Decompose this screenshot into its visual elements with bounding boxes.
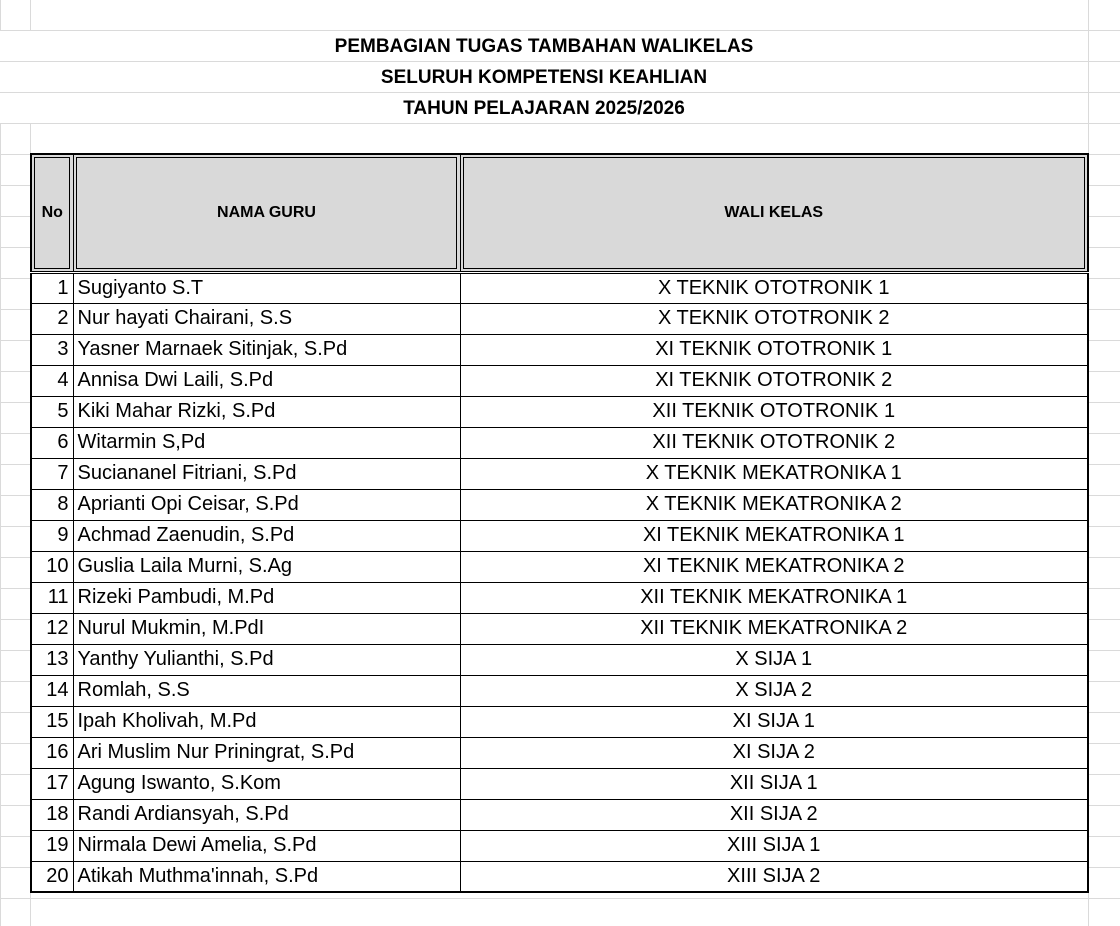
cell-no[interactable]: 3 — [31, 334, 73, 365]
table-row — [31, 830, 1088, 861]
cell-no[interactable]: 7 — [31, 458, 73, 489]
table-row — [31, 458, 1088, 489]
header-row — [31, 154, 1088, 272]
table-row — [31, 489, 1088, 520]
cell-nama-guru[interactable]: Sugiyanto S.T — [73, 272, 460, 303]
table-row — [31, 706, 1088, 737]
title-line-1[interactable]: PEMBAGIAN TUGAS TAMBAHAN WALIKELAS — [0, 31, 1088, 62]
cell-wali-kelas[interactable]: XI TEKNIK OTOTRONIK 1 — [460, 334, 1088, 365]
cell-no[interactable]: 8 — [31, 489, 73, 520]
cell-no[interactable]: 10 — [31, 551, 73, 582]
title-line-3[interactable]: TAHUN PELAJARAN 2025/2026 — [0, 93, 1088, 124]
table-row — [31, 737, 1088, 768]
cell-wali-kelas[interactable]: XII TEKNIK MEKATRONIKA 1 — [460, 582, 1088, 613]
cell-nama-guru[interactable]: Nurul Mukmin, M.PdI — [73, 613, 460, 644]
cell-no[interactable]: 13 — [31, 644, 73, 675]
cell-no[interactable]: 12 — [31, 613, 73, 644]
table-row — [31, 768, 1088, 799]
cell-nama-guru[interactable]: Randi Ardiansyah, S.Pd — [73, 799, 460, 830]
cell-wali-kelas[interactable]: XII TEKNIK OTOTRONIK 2 — [460, 427, 1088, 458]
cell-wali-kelas[interactable]: XII TEKNIK OTOTRONIK 1 — [460, 396, 1088, 427]
table-row — [31, 861, 1088, 892]
cell-wali-kelas[interactable]: XI TEKNIK MEKATRONIKA 1 — [460, 520, 1088, 551]
table-body — [31, 272, 1088, 892]
cell-nama-guru[interactable]: Suciananel Fitriani, S.Pd — [73, 458, 460, 489]
cell-wali-kelas[interactable]: XI TEKNIK OTOTRONIK 2 — [460, 365, 1088, 396]
table-row — [31, 675, 1088, 706]
cell-no[interactable]: 2 — [31, 303, 73, 334]
table-row — [31, 613, 1088, 644]
table-row — [31, 334, 1088, 365]
cell-nama-guru[interactable]: Romlah, S.S — [73, 675, 460, 706]
cell-no[interactable]: 9 — [31, 520, 73, 551]
cell-nama-guru[interactable]: Kiki Mahar Rizki, S.Pd — [73, 396, 460, 427]
cell-nama-guru[interactable]: Witarmin S,Pd — [73, 427, 460, 458]
cell-wali-kelas[interactable]: X TEKNIK OTOTRONIK 2 — [460, 303, 1088, 334]
cell-no[interactable]: 15 — [31, 706, 73, 737]
cell-no[interactable]: 17 — [31, 768, 73, 799]
cell-nama-guru[interactable]: Ipah Kholivah, M.Pd — [73, 706, 460, 737]
cell-wali-kelas[interactable]: XI SIJA 1 — [460, 706, 1088, 737]
table-row — [31, 303, 1088, 334]
cell-nama-guru[interactable]: Nirmala Dewi Amelia, S.Pd — [73, 830, 460, 861]
cell-no[interactable]: 11 — [31, 582, 73, 613]
cell-nama-guru[interactable]: Aprianti Opi Ceisar, S.Pd — [73, 489, 460, 520]
cell-wali-kelas[interactable]: X TEKNIK MEKATRONIKA 1 — [460, 458, 1088, 489]
cell-no[interactable]: 19 — [31, 830, 73, 861]
cell-wali-kelas[interactable]: XII SIJA 2 — [460, 799, 1088, 830]
cell-no[interactable]: 4 — [31, 365, 73, 396]
cell-no[interactable]: 14 — [31, 675, 73, 706]
table-row — [31, 396, 1088, 427]
header-nama-guru[interactable]: NAMA GURU — [73, 154, 460, 272]
cell-no[interactable]: 16 — [31, 737, 73, 768]
cell-nama-guru[interactable]: Agung Iswanto, S.Kom — [73, 768, 460, 799]
cell-no[interactable]: 5 — [31, 396, 73, 427]
table-row — [31, 365, 1088, 396]
cell-nama-guru[interactable]: Ari Muslim Nur Priningrat, S.Pd — [73, 737, 460, 768]
wali-kelas-table — [30, 153, 1089, 893]
cell-no[interactable]: 18 — [31, 799, 73, 830]
cell-wali-kelas[interactable]: XI TEKNIK MEKATRONIKA 2 — [460, 551, 1088, 582]
header-no[interactable]: No — [31, 154, 73, 272]
cell-wali-kelas[interactable]: XIII SIJA 2 — [460, 861, 1088, 892]
cell-wali-kelas[interactable]: X TEKNIK MEKATRONIKA 2 — [460, 489, 1088, 520]
cell-nama-guru[interactable]: Guslia Laila Murni, S.Ag — [73, 551, 460, 582]
cell-wali-kelas[interactable]: X SIJA 1 — [460, 644, 1088, 675]
cell-nama-guru[interactable]: Achmad Zaenudin, S.Pd — [73, 520, 460, 551]
cell-no[interactable]: 6 — [31, 427, 73, 458]
empty-row — [0, 896, 1120, 926]
table-row — [31, 272, 1088, 303]
table-row — [31, 427, 1088, 458]
table-row — [31, 799, 1088, 830]
header-wali-kelas[interactable]: WALI KELAS — [460, 154, 1088, 272]
title-block — [0, 31, 1088, 124]
cell-wali-kelas[interactable]: XI SIJA 2 — [460, 737, 1088, 768]
table-row — [31, 644, 1088, 675]
cell-nama-guru[interactable]: Yasner Marnaek Sitinjak, S.Pd — [73, 334, 460, 365]
cell-no[interactable]: 1 — [31, 272, 73, 303]
cell-nama-guru[interactable]: Yanthy Yulianthi, S.Pd — [73, 644, 460, 675]
cell-wali-kelas[interactable]: X TEKNIK OTOTRONIK 1 — [460, 272, 1088, 303]
cell-wali-kelas[interactable]: X SIJA 2 — [460, 675, 1088, 706]
cell-wali-kelas[interactable]: XIII SIJA 1 — [460, 830, 1088, 861]
table-row — [31, 551, 1088, 582]
cell-nama-guru[interactable]: Nur hayati Chairani, S.S — [73, 303, 460, 334]
cell-nama-guru[interactable]: Annisa Dwi Laili, S.Pd — [73, 365, 460, 396]
cell-nama-guru[interactable]: Rizeki Pambudi, M.Pd — [73, 582, 460, 613]
cell-no[interactable]: 20 — [31, 861, 73, 892]
cell-wali-kelas[interactable]: XII TEKNIK MEKATRONIKA 2 — [460, 613, 1088, 644]
title-line-2[interactable]: SELURUH KOMPETENSI KEAHLIAN — [0, 62, 1088, 93]
table-row — [31, 520, 1088, 551]
cell-wali-kelas[interactable]: XII SIJA 1 — [460, 768, 1088, 799]
cell-nama-guru[interactable]: Atikah Muthma'innah, S.Pd — [73, 861, 460, 892]
table-row — [31, 582, 1088, 613]
